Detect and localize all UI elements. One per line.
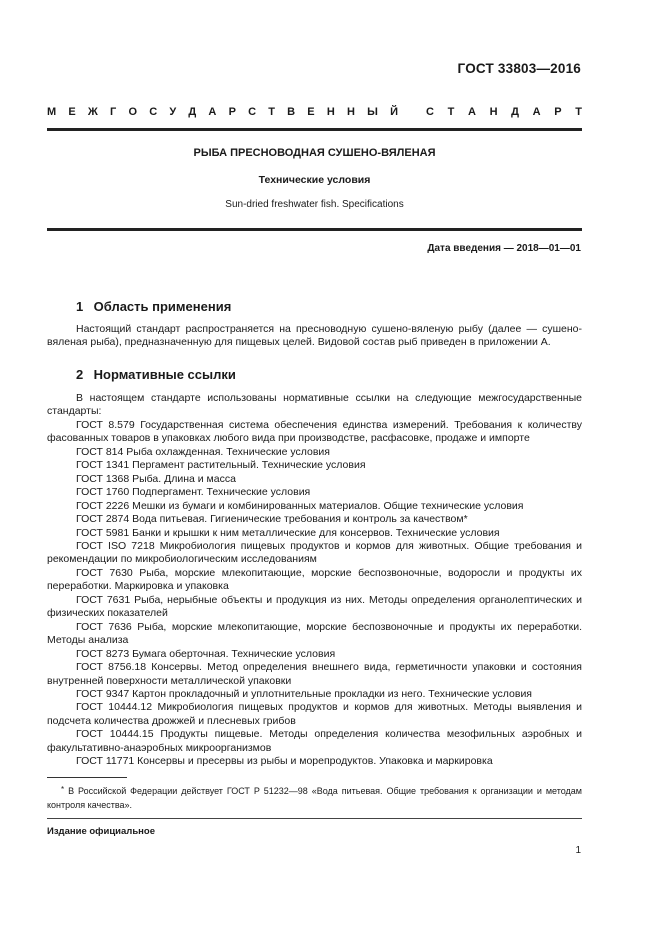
reference-item: ГОСТ 2226 Мешки из бумаги и комбинированных материалов. Общие технические условия bbox=[76, 499, 524, 512]
reference-item: ГОСТ 8756.18 Консервы. Метод определения внешнего вида, герметичности упаковки и состояния внутренней поверхности металлической упаковки bbox=[47, 661, 582, 687]
banner-gap bbox=[398, 106, 426, 118]
references-intro: В настоящем стандарте использованы нормативные ссылки на следующие межгосударственные стандарты: bbox=[47, 392, 582, 418]
paragraph: Настоящий стандарт распространяется на пресноводную сушено-вяленую рыбу (далее — сушено-вяленая рыба), предназначенную для пищевых целей. Видовой состав рыб приведен в приложении А. bbox=[47, 323, 582, 349]
effective-date: Дата введения — 2018—01—01 bbox=[427, 243, 581, 254]
page-number: 1 bbox=[575, 845, 581, 856]
banner-word: С Т А Н Д А Р Т bbox=[426, 106, 582, 118]
reference-item: ГОСТ 7636 Рыба, морские млекопитающие, морские беспозвоночные и продукты их переработки. Методы анализа bbox=[47, 620, 582, 647]
english-title: Sun-dried freshwater fish. Specifications bbox=[225, 199, 404, 210]
references-list bbox=[47, 392, 582, 769]
edition-label: Издание официальное bbox=[47, 826, 155, 837]
reference-item: ГОСТ 9347 Картон прокладочный и уплотнительные прокладки из него. Технические условия bbox=[76, 687, 532, 700]
reference-item: ГОСТ 7631 Рыба, нерыбные объекты и продукция из них. Методы определения органолептических и физических показателей bbox=[47, 593, 582, 620]
reference-item: ГОСТ 5981 Банки и крышки к ним металлические для консервов. Технические условия bbox=[76, 526, 500, 539]
footnote-mark: * bbox=[61, 785, 65, 794]
reference-item: ГОСТ 10444.12 Микробиология пищевых продуктов и кормов для животных. Методы выявления и подсчета количества дрожжей и плесневых грибов bbox=[47, 701, 582, 727]
footnote-rule bbox=[47, 777, 127, 778]
document-subtitle: Технические условия bbox=[258, 174, 371, 186]
reference-item: ГОСТ 1760 Подпергамент. Технические условия bbox=[76, 486, 311, 499]
section-number: 1 bbox=[76, 299, 84, 314]
reference-item: ГОСТ ISO 7218 Микробиология пищевых продуктов и кормов для животных. Общие требования и рекомендации по микробиологическим исследованиям bbox=[47, 539, 582, 566]
reference-item: ГОСТ 8273 Бумага оберточная. Технические условия bbox=[76, 647, 336, 660]
section-number: 2 bbox=[76, 367, 84, 382]
reference-item: ГОСТ 1368 Рыба. Длина и масса bbox=[76, 472, 236, 485]
reference-item: ГОСТ 2874 Вода питьевая. Гигиенические требования и контроль за качеством* bbox=[76, 513, 468, 526]
section-1-body bbox=[47, 323, 582, 350]
footnote-text: В Российской Федерации действует ГОСТ Р 51232—98 «Вода питьевая. Общие требования к организации и методам контроля качества». bbox=[47, 786, 582, 810]
section-title: Нормативные ссылки bbox=[93, 367, 236, 382]
banner-word: М Е Ж Г О С У Д А Р С Т В Е Н Н Ы Й bbox=[47, 106, 398, 118]
banner bbox=[47, 106, 582, 118]
reference-item: ГОСТ 7630 Рыба, морские млекопитающие, морские беспозвоночные, водоросли и продукты их переработки. Маркировка и упаковка bbox=[47, 566, 582, 593]
document-title: РЫБА ПРЕСНОВОДНАЯ СУШЕНО-ВЯЛЕНАЯ bbox=[193, 147, 436, 159]
reference-item: ГОСТ 814 Рыба охлажденная. Технические условия bbox=[76, 445, 330, 458]
reference-item: ГОСТ 8.579 Государственная система обеспечения единства измерений. Требования к количеству фасованных товаров в упаковках любого вида при производстве, расфасовке, продаже и импорте bbox=[47, 418, 582, 445]
edition-rule bbox=[47, 818, 582, 819]
footnote bbox=[47, 783, 582, 812]
section-1-heading bbox=[76, 299, 231, 314]
section-2-heading bbox=[76, 367, 236, 382]
reference-item: ГОСТ 1341 Пергамент растительный. Технические условия bbox=[76, 459, 366, 472]
section-title: Область применения bbox=[93, 299, 232, 314]
title-top-rule bbox=[47, 128, 582, 131]
title-bottom-rule bbox=[47, 228, 582, 231]
reference-item: ГОСТ 11771 Консервы и пресервы из рыбы и морепродуктов. Упаковка и маркировка bbox=[76, 755, 493, 768]
standard-number: ГОСТ 33803—2016 bbox=[457, 61, 581, 76]
reference-item: ГОСТ 10444.15 Продукты пищевые. Методы определения количества мезофильных аэробных и факультативно-анаэробных микроорганизмов bbox=[47, 728, 582, 754]
